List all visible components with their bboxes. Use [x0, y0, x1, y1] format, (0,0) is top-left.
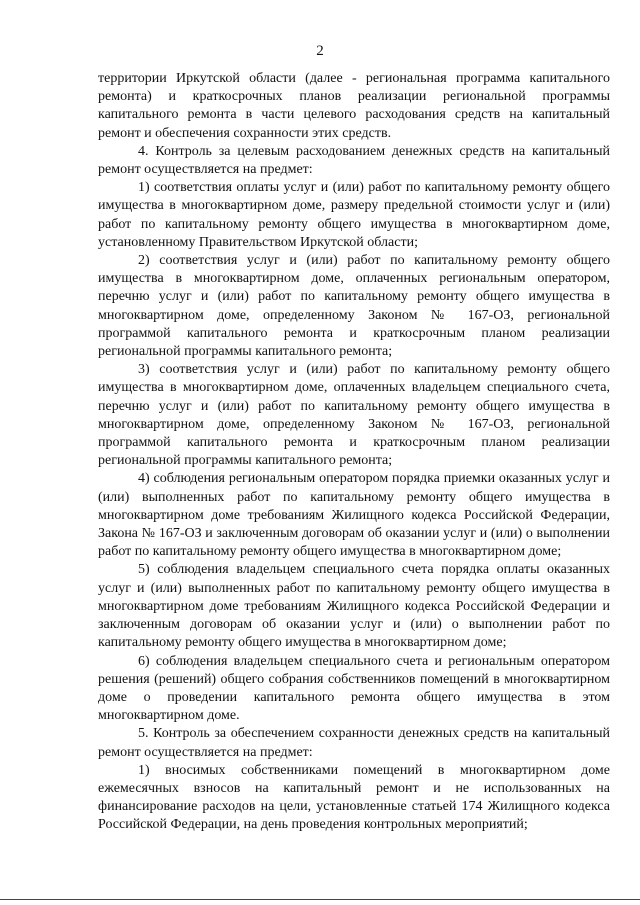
page-number: 2 — [316, 43, 324, 59]
scan-bottom-edge — [0, 899, 640, 900]
paragraph-item-4-5: 5) соблюдения владельцем специального счета порядка оплаты оказанных услуг и (или) выполненных работ по капитальному ремонту общего имущества в многоквартирном доме требованиям Жилищного кодекса Российской Федерации и заключенным договорам об оказании услуг и (или) о выполнении работ по капитальному ремонту общего имущества в многоквартирном доме; — [98, 562, 610, 651]
paragraph-section-5: 5. Контроль за обеспечением сохранности денежных средств на капитальный ремонт осуществляется на предмет: — [98, 726, 610, 760]
paragraph-item-4-4: 4) соблюдения региональным оператором порядка приемки оказанных услуг и (или) выполненных работ по капитальному ремонту общего имущества в многоквартирном доме требованиям Жилищного кодекса Российской Федерации, Закона № 167-ОЗ и заключенным договорам об оказании услуг и (или) о выполнении работ по капитальному ремонту общего имущества в многоквартирном доме; — [98, 471, 610, 560]
paragraph-item-4-2: 2) соответствия услуг и (или) работ по капитальному ремонту общего имущества в многоквартирном доме, оплаченных региональным оператором, перечню услуг и (или) работ по капитальному ремонту общего имущества в многоквартирном доме, определенному Законом № 167-ОЗ, региональной программой капитального ремонта и краткосрочным планом реализации региональной программы капитального ремонта; — [98, 253, 610, 360]
paragraph-continuation: территории Иркутской области (далее - региональная программа капитального ремонта) и краткосрочных планов реализации региональной программы капитального ремонта в части целевого расходования средств на капитальный ремонт и обеспечения сохранности этих средств. — [98, 71, 610, 141]
paragraph-item-4-1: 1) соответствия оплаты услуг и (или) работ по капитальному ремонту общего имущества в многоквартирном доме, размеру предельной стоимости услуг и (или) работ по капитальному ремонту общего имущества в многоквартирном доме, установленному Правительством Иркутской области; — [98, 180, 610, 250]
paragraph-item-5-1: 1) вносимых собственниками помещений в многоквартирном доме ежемесячных взносов на капитальный ремонт и не использованных на финансирование расходов на цели, установленные статьей 174 Жилищного кодекса Российской Федерации, на день проведения контрольных мероприятий; — [98, 762, 610, 833]
document-body — [98, 70, 610, 835]
paragraph-item-4-6: 6) соблюдения владельцем специального счета и региональным оператором решения (решений) общего собрания собственников помещений в многоквартирном доме о проведении капитального ремонта общего имущества в этом многоквартирном доме. — [98, 653, 610, 724]
paragraph-section-4: 4. Контроль за целевым расходованием денежных средств на капитальный ремонт осуществляется на предмет: — [98, 143, 610, 178]
paragraph-item-4-3: 3) соответствия услуг и (или) работ по капитальному ремонту общего имущества в многоквартирном доме, оплаченных владельцем специального счета, перечню услуг и (или) работ по капитальному ремонту общего имущества в многоквартирном доме, определенному Законом № 167-ОЗ, региональной программой капитального ремонта и краткосрочным планом реализации региональной программы капитального ремонта; — [98, 362, 610, 469]
